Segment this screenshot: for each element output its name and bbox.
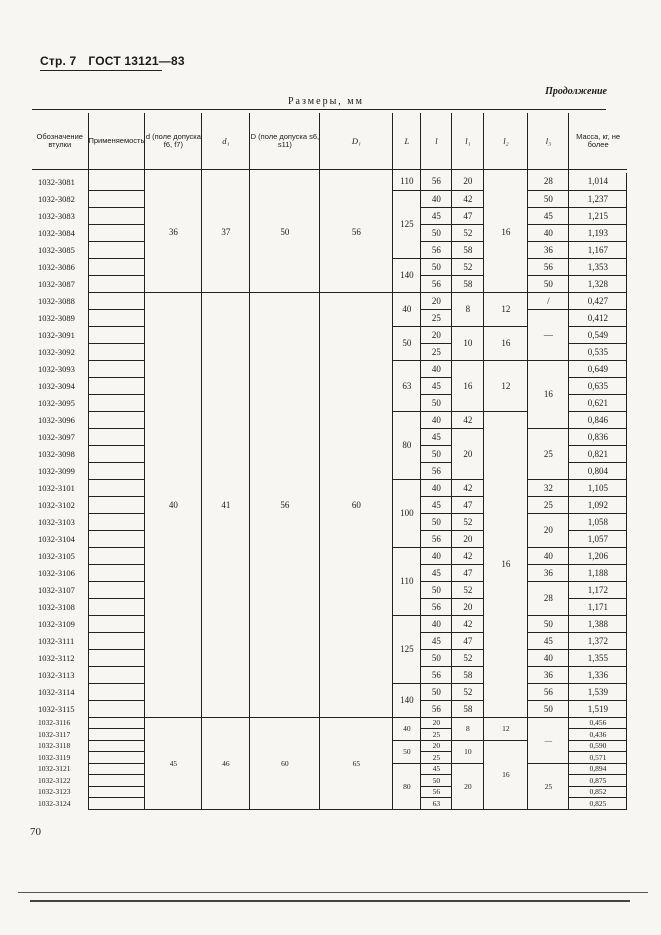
- mass-cell: 0,456: [569, 717, 627, 729]
- cell-l: 50: [421, 394, 452, 411]
- cell-l: 56: [421, 786, 452, 798]
- applicability-cell: [88, 377, 145, 394]
- mass-cell: 0,621: [569, 394, 627, 411]
- applicability-cell: [88, 598, 145, 615]
- mass-cell: 1,206: [569, 547, 627, 564]
- cell-l: 40: [421, 360, 452, 377]
- cell-l1: 8: [452, 717, 484, 740]
- cell-l1: 52: [452, 258, 484, 275]
- mass-cell: 0,412: [569, 309, 627, 326]
- designation-cell: 1032-3109: [38, 618, 75, 629]
- applicability-cell: [88, 763, 145, 775]
- cell-l3: 40: [528, 649, 569, 666]
- designation-cell: 1032-3124: [38, 798, 71, 808]
- cell-D: 50: [250, 173, 320, 292]
- mass-cell: 1,167: [569, 241, 627, 258]
- cell-l: 25: [421, 343, 452, 360]
- applicability-cell: [88, 241, 145, 258]
- cell-l1: 52: [452, 581, 484, 598]
- cell-l1: 58: [452, 700, 484, 717]
- bottom-rule-thick: [30, 900, 630, 902]
- mass-cell: 0,894: [569, 763, 627, 775]
- applicability-cell: [88, 798, 145, 810]
- cell-l3: 50: [528, 190, 569, 207]
- cell-l3: 40: [528, 224, 569, 241]
- cell-l3: 28: [528, 581, 569, 615]
- cell-l: 45: [421, 428, 452, 445]
- cell-l1: 42: [452, 190, 484, 207]
- applicability-cell: [88, 775, 145, 787]
- designation-cell: 1032-3121: [38, 764, 71, 774]
- mass-cell: 1,092: [569, 496, 627, 513]
- cell-L: 110: [393, 547, 421, 615]
- designation-cell: 1032-3116: [38, 718, 71, 728]
- page-label: Стр. 7: [40, 54, 77, 68]
- cell-l1: 8: [452, 292, 484, 326]
- cell-l3: —: [528, 717, 569, 763]
- cell-l: 45: [421, 632, 452, 649]
- designation-cell: 1032-3104: [38, 533, 75, 544]
- mass-cell: 1,336: [569, 666, 627, 683]
- designation-cell: 1032-3103: [38, 516, 75, 527]
- cell-l: 56: [421, 275, 452, 292]
- cell-l: 20: [421, 717, 452, 729]
- cell-D: 60: [250, 717, 320, 809]
- designation-cell: 1032-3111: [38, 635, 75, 646]
- cell-l1: 10: [452, 326, 484, 360]
- designation-cell: 1032-3099: [38, 465, 75, 476]
- cell-l: 50: [421, 258, 452, 275]
- mass-cell: 1,193: [569, 224, 627, 241]
- col-l: l: [421, 113, 452, 170]
- mass-cell: 0,571: [569, 752, 627, 764]
- mass-cell: 1,058: [569, 513, 627, 530]
- cell-l: 45: [421, 207, 452, 224]
- mass-cell: 1,171: [569, 598, 627, 615]
- cell-D1: 60: [320, 292, 393, 717]
- cell-l: 50: [421, 581, 452, 598]
- designation-cell: 1032-3094: [38, 380, 75, 391]
- applicability-cell: [88, 683, 145, 700]
- cell-l: 20: [421, 292, 452, 309]
- cell-l3: 36: [528, 666, 569, 683]
- applicability-cell: [88, 258, 145, 275]
- designation-cell: 1032-3081: [38, 176, 75, 187]
- mass-cell: 1,237: [569, 190, 627, 207]
- cell-d1: 41: [202, 292, 250, 717]
- applicability-cell: [88, 649, 145, 666]
- applicability-cell: [88, 224, 145, 241]
- cell-l3: —: [528, 309, 569, 360]
- mass-cell: 0,549: [569, 326, 627, 343]
- applicability-cell: [88, 729, 145, 741]
- applicability-cell: [88, 360, 145, 377]
- cell-l: 40: [421, 615, 452, 632]
- mass-cell: 1,372: [569, 632, 627, 649]
- designation-cell: 1032-3097: [38, 431, 75, 442]
- cell-l2: 16: [484, 740, 528, 809]
- table-body: [32, 170, 627, 810]
- cell-l1: 47: [452, 207, 484, 224]
- mass-cell: 0,590: [569, 740, 627, 752]
- designation-cell: 1032-3105: [38, 550, 75, 561]
- header-underline: [40, 70, 162, 71]
- cell-l3: 56: [528, 683, 569, 700]
- cell-l3: 50: [528, 615, 569, 632]
- cell-l: 56: [421, 241, 452, 258]
- applicability-cell: [88, 666, 145, 683]
- designation-cell: 1032-3086: [38, 261, 75, 272]
- cell-d: 36: [145, 173, 202, 292]
- cell-L: 50: [393, 740, 421, 763]
- col-d: d (поле допуска f6, f7): [145, 113, 202, 170]
- designation-cell: 1032-3114: [38, 686, 75, 697]
- mass-cell: 1,328: [569, 275, 627, 292]
- cell-L: 110: [393, 173, 421, 190]
- applicability-cell: [88, 700, 145, 717]
- designation-cell: 1032-3113: [38, 669, 75, 680]
- cell-l: 56: [421, 598, 452, 615]
- cell-l3: 56: [528, 258, 569, 275]
- designation-cell: 1032-3107: [38, 584, 75, 595]
- applicability-cell: [88, 479, 145, 496]
- cell-l: 56: [421, 700, 452, 717]
- designation-cell: 1032-3112: [38, 652, 75, 663]
- designation-cell: 1032-3089: [38, 312, 75, 323]
- col-mass: Масса, кг, не более: [569, 113, 627, 170]
- dimensions-table: [32, 113, 627, 810]
- cell-d1: 46: [202, 717, 250, 809]
- applicability-cell: [88, 564, 145, 581]
- cell-L: 80: [393, 763, 421, 809]
- cell-l2: 12: [484, 360, 528, 411]
- cell-l1: 47: [452, 564, 484, 581]
- cell-l3: 50: [528, 275, 569, 292]
- page-header: [40, 54, 185, 68]
- cell-l3: 25: [528, 763, 569, 809]
- applicability-cell: [88, 343, 145, 360]
- mass-cell: 1,057: [569, 530, 627, 547]
- cell-l3: 36: [528, 564, 569, 581]
- cell-l1: 52: [452, 513, 484, 530]
- applicability-cell: [88, 740, 145, 752]
- designation-cell: 1032-3122: [38, 775, 71, 785]
- applicability-cell: [88, 581, 145, 598]
- cell-l: 25: [421, 752, 452, 764]
- cell-l1: 47: [452, 496, 484, 513]
- cell-l: 25: [421, 729, 452, 741]
- designation-cell: 1032-3098: [38, 448, 75, 459]
- cell-l1: 10: [452, 740, 484, 763]
- cell-l: 56: [421, 462, 452, 479]
- cell-l: 40: [421, 190, 452, 207]
- mass-cell: 0,804: [569, 462, 627, 479]
- applicability-cell: [88, 173, 145, 190]
- cell-l3: 32: [528, 479, 569, 496]
- mass-cell: 1,388: [569, 615, 627, 632]
- applicability-cell: [88, 496, 145, 513]
- mass-cell: 0,852: [569, 786, 627, 798]
- designation-cell: 1032-3088: [38, 295, 75, 306]
- col-l3: l₃: [528, 113, 569, 170]
- cell-l1: 20: [452, 598, 484, 615]
- cell-l1: 20: [452, 530, 484, 547]
- applicability-cell: [88, 717, 145, 729]
- page-number: 70: [30, 826, 41, 838]
- cell-D1: 56: [320, 173, 393, 292]
- cell-l: 40: [421, 547, 452, 564]
- mass-cell: 1,215: [569, 207, 627, 224]
- table-row: [32, 173, 627, 190]
- cell-L: 100: [393, 479, 421, 547]
- mass-cell: 1,519: [569, 700, 627, 717]
- cell-L: 40: [393, 717, 421, 740]
- designation-cell: 1032-3119: [38, 752, 71, 762]
- designation-cell: 1032-3123: [38, 787, 71, 797]
- applicability-cell: [88, 752, 145, 764]
- cell-l1: 47: [452, 632, 484, 649]
- col-D1: D₁: [320, 113, 393, 170]
- cell-l: 45: [421, 496, 452, 513]
- col-l1: l₁: [452, 113, 484, 170]
- applicability-cell: [88, 411, 145, 428]
- applicability-cell: [88, 462, 145, 479]
- mass-cell: 0,825: [569, 798, 627, 810]
- cell-l: 56: [421, 173, 452, 190]
- designation-cell: 1032-3096: [38, 414, 75, 425]
- cell-l: 50: [421, 683, 452, 700]
- cell-l: 56: [421, 530, 452, 547]
- mass-cell: 0,821: [569, 445, 627, 462]
- cell-l: 50: [421, 649, 452, 666]
- mass-cell: 0,436: [569, 729, 627, 741]
- cell-L: 140: [393, 683, 421, 717]
- designation-cell: 1032-3093: [38, 363, 75, 374]
- mass-cell: 0,846: [569, 411, 627, 428]
- cell-D1: 65: [320, 717, 393, 809]
- cell-l3: 28: [528, 173, 569, 190]
- table-row: [32, 717, 627, 729]
- cell-L: 80: [393, 411, 421, 479]
- applicability-cell: [88, 445, 145, 462]
- applicability-cell: [88, 207, 145, 224]
- designation-cell: 1032-3108: [38, 601, 75, 612]
- cell-l1: 58: [452, 241, 484, 258]
- mass-cell: 1,105: [569, 479, 627, 496]
- cell-l1: 58: [452, 275, 484, 292]
- cell-l2: 16: [484, 173, 528, 292]
- table-row: [32, 292, 627, 309]
- cell-l3: 36: [528, 241, 569, 258]
- col-designation: Обозначение втулки: [36, 131, 83, 149]
- cell-l1: 58: [452, 666, 484, 683]
- mass-cell: 0,535: [569, 343, 627, 360]
- cell-l3: 25: [528, 496, 569, 513]
- applicability-cell: [88, 275, 145, 292]
- cell-l3: 40: [528, 547, 569, 564]
- applicability-cell: [88, 309, 145, 326]
- cell-l3: 45: [528, 632, 569, 649]
- cell-l1: 42: [452, 411, 484, 428]
- col-l2: l₂: [484, 113, 528, 170]
- cell-D: 56: [250, 292, 320, 717]
- mass-cell: 1,188: [569, 564, 627, 581]
- cell-l: 63: [421, 798, 452, 810]
- applicability-cell: [88, 547, 145, 564]
- cell-l: 50: [421, 775, 452, 787]
- cell-L: 50: [393, 326, 421, 360]
- cell-l1: 42: [452, 547, 484, 564]
- cell-L: 40: [393, 292, 421, 326]
- cell-l1: 20: [452, 763, 484, 809]
- applicability-cell: [88, 530, 145, 547]
- cell-l1: 42: [452, 615, 484, 632]
- cell-L: 125: [393, 615, 421, 683]
- cell-l: 50: [421, 445, 452, 462]
- mass-cell: 1,353: [569, 258, 627, 275]
- mass-cell: 0,635: [569, 377, 627, 394]
- designation-cell: 1032-3082: [38, 193, 75, 204]
- table-top-rule: [32, 109, 606, 110]
- cell-l: 56: [421, 666, 452, 683]
- designation-cell: 1032-3087: [38, 278, 75, 289]
- cell-l: 20: [421, 326, 452, 343]
- cell-l1: 20: [452, 428, 484, 479]
- units-title: Размеры, мм: [288, 96, 364, 107]
- mass-cell: 1,355: [569, 649, 627, 666]
- cell-L: 140: [393, 258, 421, 292]
- applicability-cell: [88, 615, 145, 632]
- applicability-cell: [88, 513, 145, 530]
- designation-cell: 1032-3118: [38, 741, 71, 751]
- cell-l: 50: [421, 513, 452, 530]
- cell-l3: 50: [528, 700, 569, 717]
- cell-l2: 12: [484, 292, 528, 326]
- cell-L: 63: [393, 360, 421, 411]
- mass-cell: 0,427: [569, 292, 627, 309]
- cell-l1: 52: [452, 683, 484, 700]
- designation-cell: 1032-3106: [38, 567, 75, 578]
- standard-number: ГОСТ 13121—83: [88, 54, 185, 68]
- cell-l: 40: [421, 479, 452, 496]
- cell-l1: 42: [452, 479, 484, 496]
- cell-l: 25: [421, 309, 452, 326]
- designation-cell: 1032-3083: [38, 210, 75, 221]
- cell-l2: 12: [484, 717, 528, 740]
- cell-l1: 16: [452, 360, 484, 411]
- designation-cell: 1032-3084: [38, 227, 75, 238]
- cell-l: 20: [421, 740, 452, 752]
- mass-cell: 1,014: [569, 173, 627, 190]
- mass-cell: 1,172: [569, 581, 627, 598]
- bottom-rule-thin: [18, 892, 648, 893]
- mass-cell: 0,875: [569, 775, 627, 787]
- cell-l: 45: [421, 564, 452, 581]
- applicability-cell: [88, 190, 145, 207]
- designation-cell: 1032-3101: [38, 482, 75, 493]
- designation-cell: 1032-3092: [38, 346, 75, 357]
- designation-cell: 1032-3095: [38, 397, 75, 408]
- designation-cell: 1032-3085: [38, 244, 75, 255]
- col-D: D (поле допуска s6, s11): [250, 113, 320, 170]
- cell-l2: 16: [484, 326, 528, 360]
- cell-l2: 16: [484, 411, 528, 717]
- col-applicability: Применяемость: [88, 113, 145, 170]
- cell-l1: 20: [452, 173, 484, 190]
- mass-cell: 0,649: [569, 360, 627, 377]
- designation-cell: 1032-3117: [38, 729, 71, 739]
- cell-L: 125: [393, 190, 421, 258]
- cell-l: 40: [421, 411, 452, 428]
- applicability-cell: [88, 394, 145, 411]
- cell-l1: 52: [452, 649, 484, 666]
- col-d1: d₁: [202, 113, 250, 170]
- cell-l1: 52: [452, 224, 484, 241]
- cell-l3: 20: [528, 513, 569, 547]
- col-L: L: [393, 113, 421, 170]
- applicability-cell: [88, 786, 145, 798]
- applicability-cell: [88, 632, 145, 649]
- designation-cell: 1032-3091: [38, 329, 75, 340]
- cell-l: 50: [421, 224, 452, 241]
- mass-cell: 0,836: [569, 428, 627, 445]
- cell-l: 45: [421, 763, 452, 775]
- cell-l3: /: [528, 292, 569, 309]
- cell-d: 40: [145, 292, 202, 717]
- cell-d1: 37: [202, 173, 250, 292]
- designation-cell: 1032-3115: [38, 703, 75, 714]
- cell-l3: 25: [528, 428, 569, 479]
- cell-l: 45: [421, 377, 452, 394]
- mass-cell: 1,539: [569, 683, 627, 700]
- cell-d: 45: [145, 717, 202, 809]
- applicability-cell: [88, 326, 145, 343]
- continuation-label: Продолжение: [545, 86, 607, 97]
- applicability-cell: [88, 428, 145, 445]
- applicability-cell: [88, 292, 145, 309]
- cell-l3: 45: [528, 207, 569, 224]
- cell-l3: 16: [528, 360, 569, 428]
- designation-cell: 1032-3102: [38, 499, 75, 510]
